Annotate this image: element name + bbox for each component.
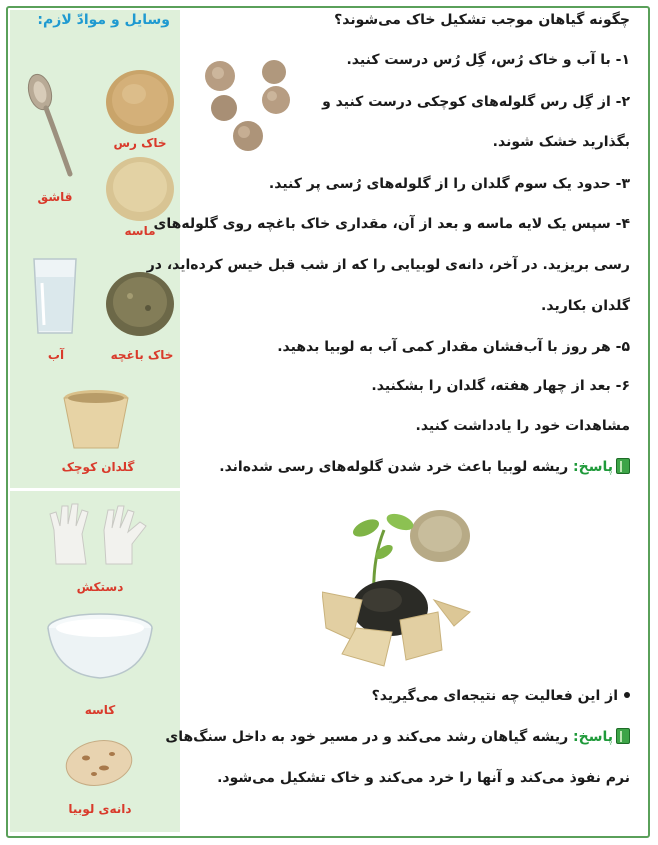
- clay-soil-image: [104, 66, 176, 136]
- step-3: ۳- حدود یک سوم گلدان را از گلوله‌های رُسی پر کنید.: [268, 176, 630, 192]
- step-6: ۶- بعد از چهار هفته، گلدان را بشکنید.: [371, 378, 630, 394]
- bowl-image: [44, 612, 156, 682]
- small-pot-label: گلدان کوچک: [61, 460, 135, 474]
- gloves-label: دستکش: [76, 580, 124, 594]
- spoon-label: قاشق: [37, 190, 73, 204]
- answer-1-text: ریشه لوبیا باعث خرد شدن گلوله‌های رسی شده‌اند.: [219, 459, 574, 475]
- step-1: ۱- با آب و خاک رُس، گِل رُس درست کنید.: [346, 52, 630, 68]
- clay-soil-label: خاک رس: [113, 136, 167, 150]
- answer-2-cont: نرم نفوذ می‌کند و آنها را خرد می‌کند و خاک تشکیل می‌شود.: [217, 770, 630, 786]
- bowl-label: کاسه: [84, 703, 116, 717]
- step-4-cont-2: گلدان بکارید.: [541, 298, 630, 314]
- answer-1-label: پاسخ:: [573, 459, 613, 475]
- book-icon: [616, 728, 630, 744]
- gloves-image: [48, 500, 152, 566]
- materials-divider: [10, 488, 180, 491]
- spoon-image: [26, 70, 86, 180]
- sand-label: ماسه: [124, 224, 156, 238]
- small-pot-image: [62, 388, 130, 452]
- garden-soil-image: [104, 270, 176, 338]
- step-2: ۲- از گِل رس گلوله‌های کوچکی درست کنید و: [322, 94, 630, 110]
- broken-pot-plant-image: [322, 500, 472, 670]
- step-4: ۴- سپس یک لایه ماسه و بعد از آن، مقداری خاک باغچه روی گلوله‌های: [153, 216, 630, 232]
- step-5: ۵- هر روز با آب‌فشان مقدار کمی آب به لوبیا بدهید.: [277, 339, 630, 355]
- question-2-text: از این فعالیت چه نتیجه‌ای می‌گیرید؟: [371, 688, 618, 704]
- book-icon: [616, 458, 630, 474]
- bean-seed-label: دانه‌ی لوبیا: [68, 802, 132, 816]
- materials-title: وسایل و موادّ لازم:: [37, 12, 170, 28]
- water-label: آب: [47, 348, 65, 362]
- sand-image: [104, 155, 176, 223]
- bean-seed-image: [64, 738, 134, 788]
- activity-question: چگونه گیاهان موجب تشکیل خاک می‌شوند؟: [334, 12, 630, 28]
- answer-2-text: ریشه گیاهان رشد می‌کند و در مسیر خود به داخل سنگ‌های: [165, 729, 574, 745]
- clay-balls-image: [198, 58, 298, 156]
- answer-2-label: پاسخ:: [573, 729, 613, 745]
- garden-soil-label: خاک باغچه: [110, 348, 174, 362]
- observation-note: مشاهدات خود را یادداشت کنید.: [415, 418, 630, 434]
- answer-1: [219, 458, 630, 475]
- answer-2: [165, 728, 630, 745]
- water-glass-image: [30, 255, 80, 337]
- question-2: [372, 688, 630, 704]
- step-2-cont: بگذارید خشک شوند.: [492, 134, 630, 150]
- step-4-cont: رسی بریزید. در آخر، دانه‌ی لوبیایی را که از شب قبل خیس کرده‌اید، در: [146, 257, 630, 273]
- bullet-icon: [624, 692, 630, 698]
